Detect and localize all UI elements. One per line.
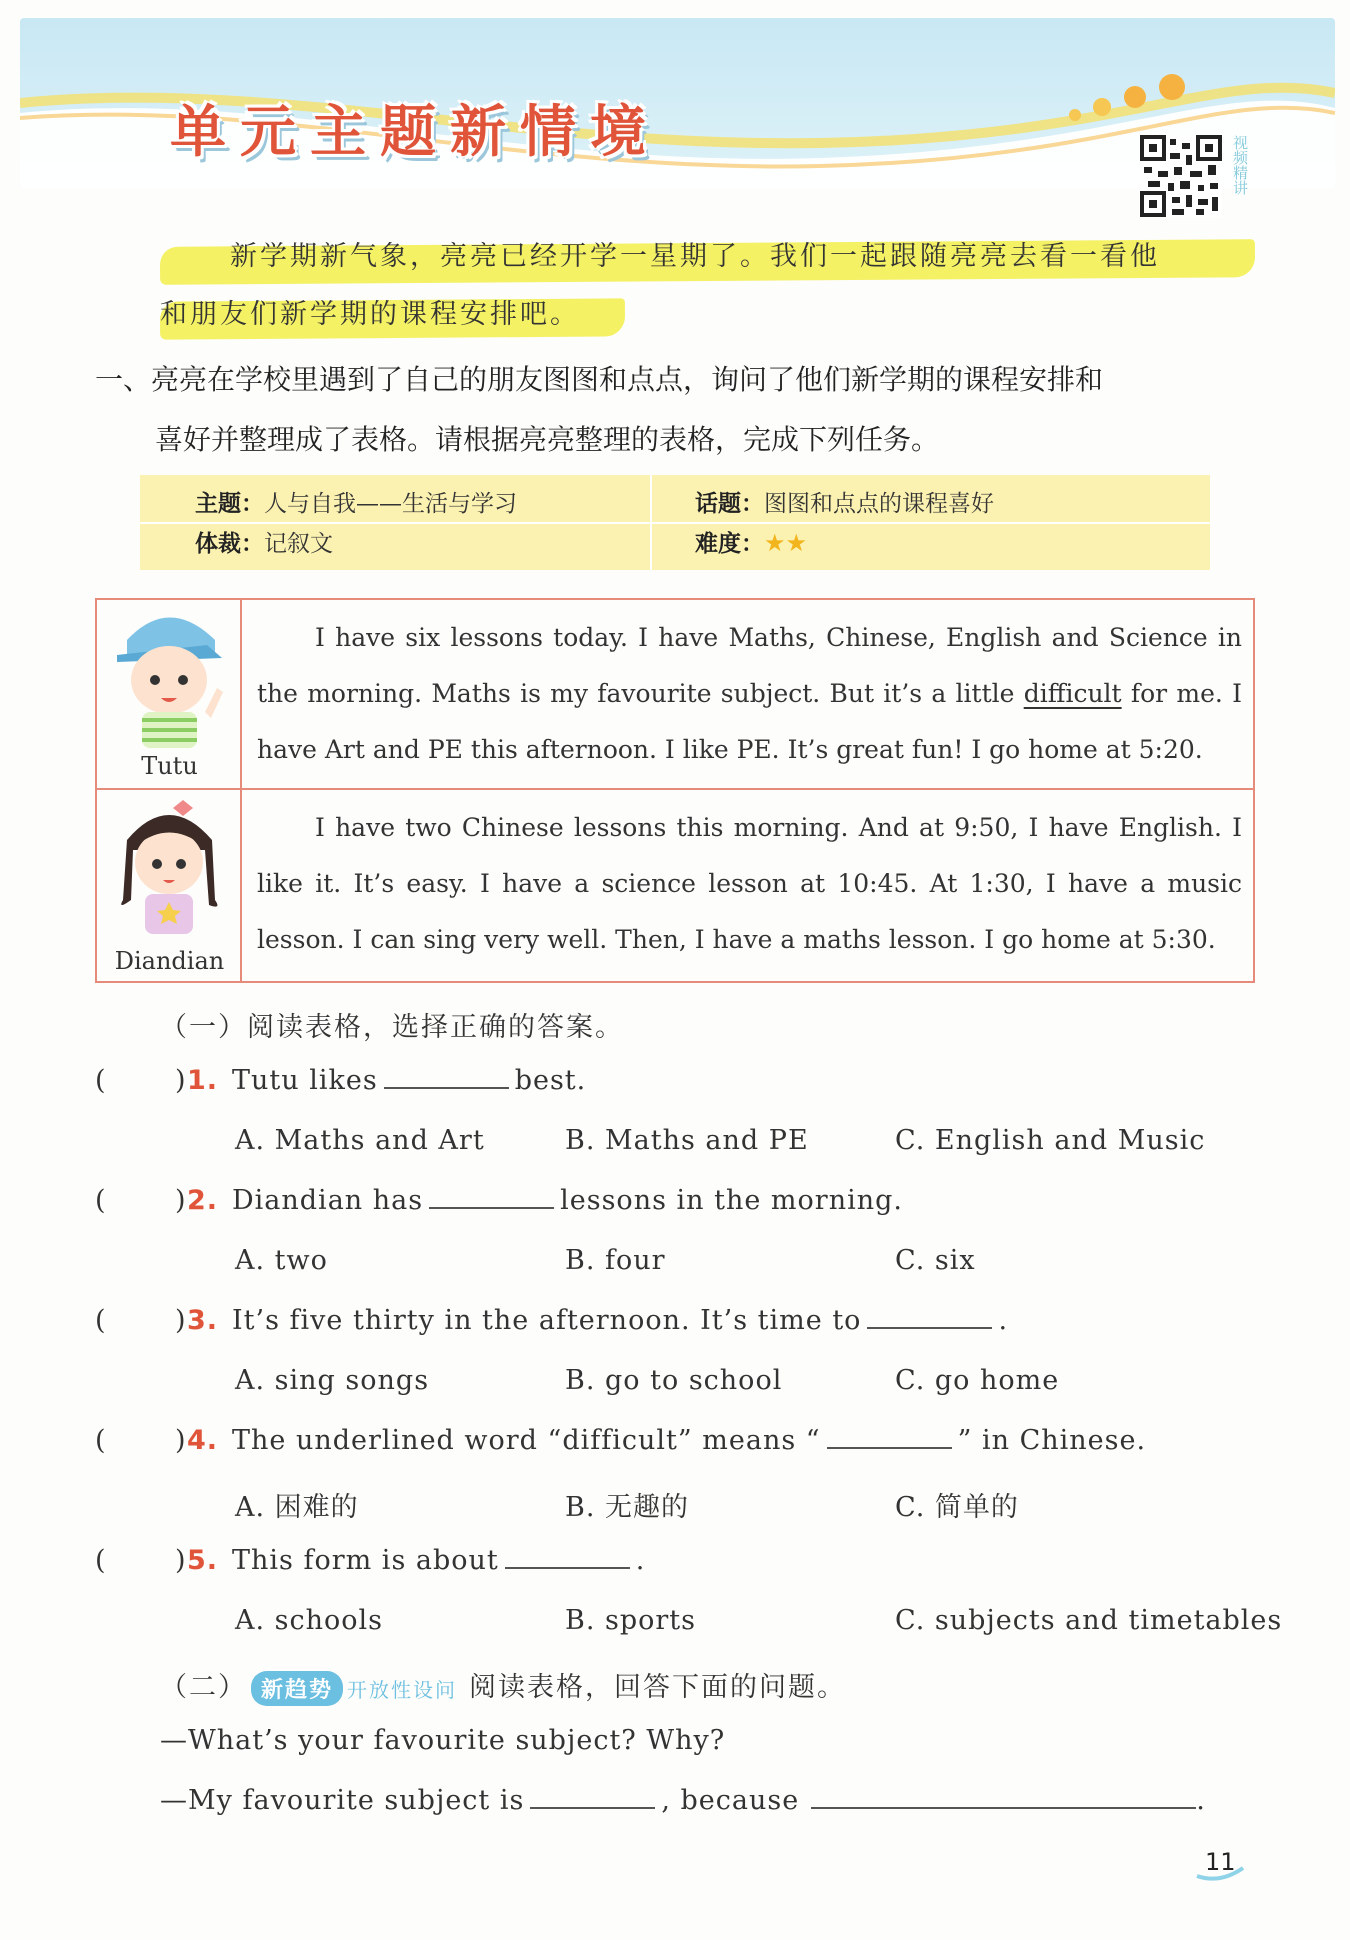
answer-blank[interactable] bbox=[867, 1305, 992, 1329]
option-a[interactable]: A. sing songs bbox=[235, 1365, 430, 1396]
part2-heading: （二） 新趋势 开放性设问 阅读表格，回答下面的问题。 bbox=[160, 1665, 846, 1706]
tutu-text: I have six lessons today. I have Maths, Chinese, English and Science in the morning. Maths is my favourite subject. But it’s a little difficult for me. I have Art and PE this afternoon. I like PE. It’s great fun! I go home at 5:20. bbox=[257, 623, 1242, 764]
part1-heading: （一）阅读表格，选择正确的答案。 bbox=[160, 1012, 624, 1043]
option-a[interactable]: A. two bbox=[235, 1245, 328, 1276]
option-b[interactable]: B. Maths and PE bbox=[565, 1125, 809, 1156]
girl-avatar-icon bbox=[97, 790, 242, 940]
dialogue-answer: —My favourite subject is , because . bbox=[160, 1785, 1206, 1816]
info-difficulty: 难度：★★ bbox=[695, 529, 808, 557]
option-c[interactable]: C. English and Music bbox=[895, 1125, 1206, 1156]
info-row bbox=[140, 477, 1210, 521]
boy-avatar-icon bbox=[97, 600, 242, 750]
question-heading-line: 一、亮亮在学校里遇到了自己的朋友图图和点点，询问了他们新学期的课程安排和 bbox=[95, 363, 1104, 396]
reading-table bbox=[95, 598, 1255, 983]
tutu-cell bbox=[97, 600, 242, 788]
info-box bbox=[140, 475, 1210, 570]
intro-line: 新学期新气象，亮亮已经开学一星期了。我们一起跟随亮亮去看一看他 bbox=[230, 241, 1160, 272]
option-a[interactable]: A. schools bbox=[235, 1605, 384, 1636]
option-b[interactable]: B. 无趣的 bbox=[565, 1492, 690, 1523]
answer-blank[interactable] bbox=[384, 1065, 509, 1089]
page-number: 11 bbox=[1205, 1848, 1236, 1876]
answer-blank[interactable] bbox=[827, 1425, 952, 1449]
option-c[interactable]: C. 简单的 bbox=[895, 1492, 1019, 1523]
info-row bbox=[140, 525, 1210, 569]
answer-blank[interactable] bbox=[505, 1545, 630, 1569]
option-b[interactable]: B. four bbox=[565, 1245, 666, 1276]
tutu-name: Tutu bbox=[141, 752, 198, 780]
question-heading bbox=[95, 350, 1265, 470]
diandian-name: Diandian bbox=[114, 947, 225, 975]
underlined-word: difficult bbox=[1023, 679, 1122, 708]
answer-blank-reason[interactable] bbox=[811, 1785, 1196, 1809]
info-divider bbox=[140, 522, 1210, 524]
option-c[interactable]: C. six bbox=[895, 1245, 976, 1276]
option-b[interactable]: B. sports bbox=[565, 1605, 697, 1636]
option-c[interactable]: C. subjects and timetables bbox=[895, 1605, 1283, 1636]
qr-label: 视频精讲 bbox=[1231, 135, 1249, 195]
question-heading-line: 喜好并整理成了表格。请根据亮亮整理的表格，完成下列任务。 bbox=[155, 423, 940, 456]
info-genre: 体裁：记叙文 bbox=[195, 531, 333, 557]
open-question-tag: 开放性设问 bbox=[347, 1678, 458, 1702]
page-number-arc-icon bbox=[1195, 1862, 1245, 1882]
intro-text bbox=[160, 228, 1260, 344]
option-a[interactable]: A. 困难的 bbox=[235, 1492, 359, 1523]
answer-blank[interactable] bbox=[429, 1185, 554, 1209]
option-b[interactable]: B. go to school bbox=[565, 1365, 783, 1396]
reading-row-diandian bbox=[97, 790, 1253, 983]
diandian-cell bbox=[97, 790, 242, 983]
page: 单元主题新情境 视频精讲 新学期新气象，亮亮已经开学一星期了。我们一起跟随亮亮去看一看他 和朋友们新学期的课程安排吧。 一、亮亮在学校里遇到了自己的朋友图图和点点，询问了他们新学期的课程安排和 喜好并整理成了表格。请根据亮亮整理的表格，完成下列任务。 主题：人与自我——生活与学习 话题：图图和点点的课程喜好 体裁：记叙文 难度：★★ Tutu I have six lessons today. I have Maths, Chinese, English and Science in the morning. Maths is my favourite subject. But it’s a little difficult for me. I have Art and PE this afternoon. I like PE. It’s great fun! I go home at 5:20. Diandian I have two Chinese lessons this morning. And at 9:50, I have English. I like it. It’s easy. I have a science lesson at 10:45. At 1:30, I have a music lesson. I can sing very well. Then, I have a maths lesson. I go home at 5:30. （一）阅读表格，选择正确的答案。 ( ) 1. Tutu likes best. A. Maths and Art B. Maths and PE C. English and Music ( ) 2. Diandian has lessons in the morning. A. two B. four C. six ( ) 3. It’s five thirty in the afternoon. It’s time to . A. sing songs B. go to school C. go home ( ) 4. The underlined word “difficult” means “ ” in Chinese. A. 困难的 B. 无趣的 C. 简单的 ( ) 5. This form is about . A. schools B. sports C. subjects and timetables （二） 新趋势 开放性设问 阅读表格，回答下面的问题。 —What’s your favourite subject? Why? —My favourite subject is , because . 11 bbox=[0, 0, 1350, 1940]
star-icon: ★★ bbox=[764, 529, 808, 557]
page-title: 单元主题新情境 bbox=[170, 100, 660, 165]
answer-blank-subject[interactable] bbox=[530, 1785, 655, 1809]
decorative-dots-icon bbox=[1060, 73, 1200, 133]
dialogue-question: —What’s your favourite subject? Why? bbox=[160, 1725, 726, 1756]
info-topic: 话题：图图和点点的课程喜好 bbox=[695, 491, 994, 517]
new-trend-badge: 新趋势 bbox=[251, 1671, 343, 1706]
reading-row-tutu bbox=[97, 600, 1253, 790]
info-theme: 主题：人与自我——生活与学习 bbox=[195, 491, 517, 517]
diandian-text: I have two Chinese lessons this morning. And at 9:50, I have English. I like it. It’s easy. I have a science lesson at 10:45. At 1:30, I have a music lesson. I can sing very well. Then, I have a maths lesson. I go home at 5:30. bbox=[257, 813, 1242, 954]
header-banner bbox=[20, 18, 1335, 188]
option-c[interactable]: C. go home bbox=[895, 1365, 1060, 1396]
qr-code-icon[interactable] bbox=[1140, 135, 1222, 217]
option-a[interactable]: A. Maths and Art bbox=[235, 1125, 485, 1156]
intro-line: 和朋友们新学期的课程安排吧。 bbox=[160, 299, 580, 330]
